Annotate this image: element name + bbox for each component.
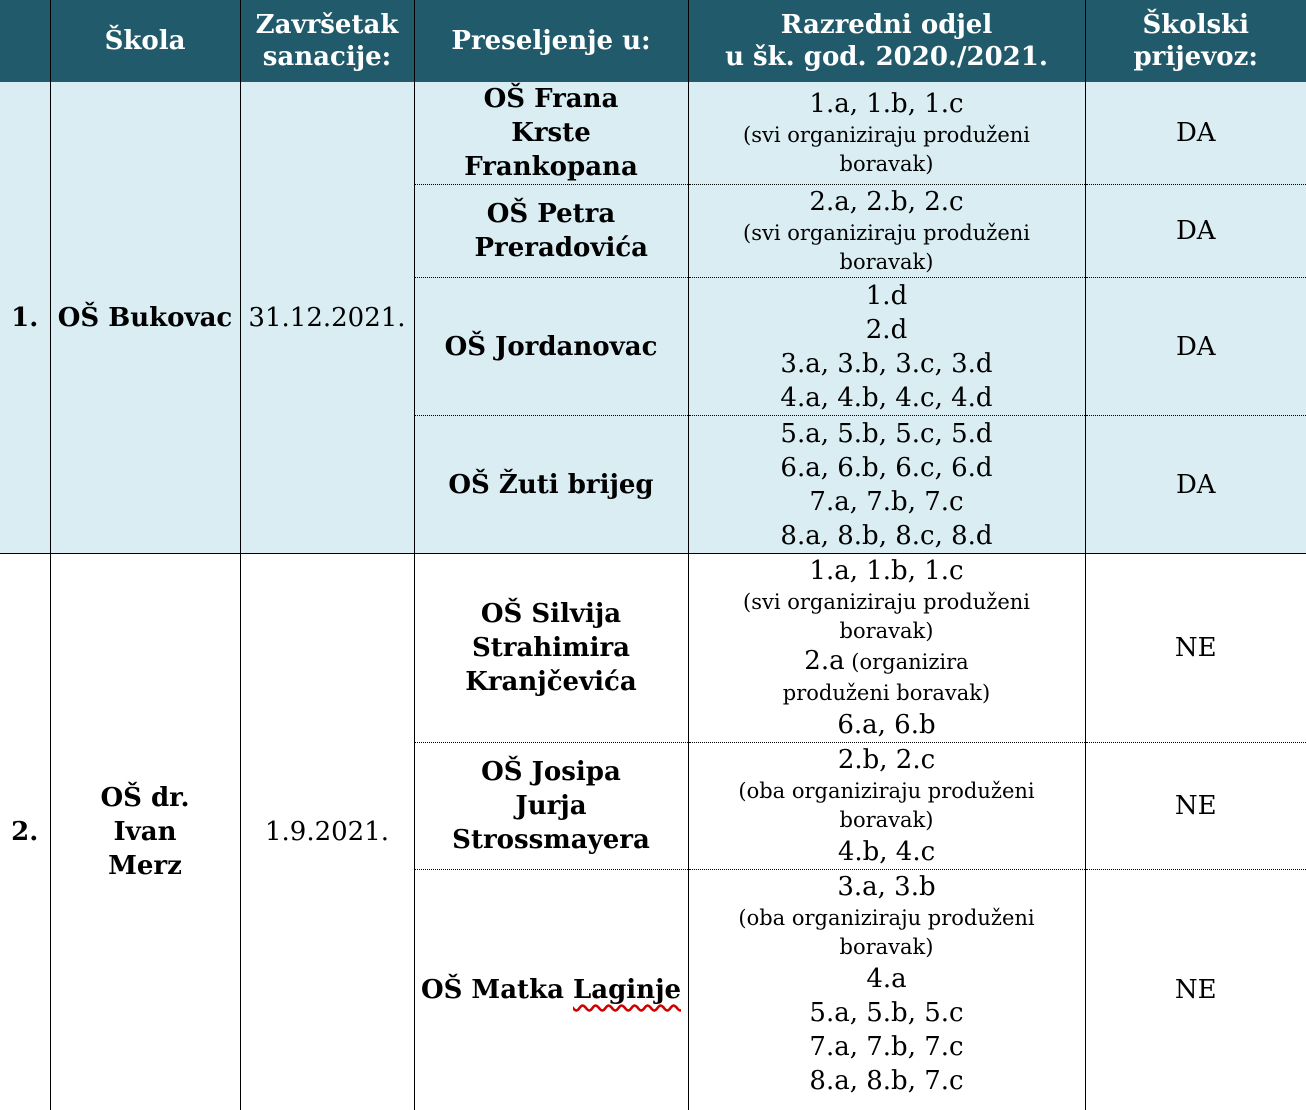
transport-value: DA xyxy=(1085,416,1306,554)
class-line: 4.b, 4.c xyxy=(837,837,936,867)
destination-school: OŠ Silvija Strahimira Kranjčevića xyxy=(414,554,688,743)
transport-value: DA xyxy=(1085,278,1306,416)
class-line: 6.a, 6.b, 6.c, 6.d xyxy=(780,452,993,483)
destination-school: OŠ Josipa Jurja Strossmayera xyxy=(414,743,688,870)
table-row xyxy=(0,554,1306,743)
header-school: Škola xyxy=(50,0,240,82)
header-destination: Preseljenje u: xyxy=(414,0,688,82)
class-line: 1.a, 1.b, 1.c xyxy=(809,556,964,586)
class-note: (oba organiziraju produženi boravak) xyxy=(738,906,1035,959)
destination-school: OŠ Frana Krste Frankopana xyxy=(414,82,688,185)
school-name: OŠ dr. Ivan Merz xyxy=(50,554,240,1110)
class-note: (oba organiziraju produženi boravak) xyxy=(738,779,1035,832)
class-note: (svi organiziraju produženi boravak) xyxy=(743,123,1030,176)
class-line: 7.a, 7.b, 7.c xyxy=(809,486,964,517)
class-note: (svi organiziraju produženi boravak) xyxy=(743,590,1030,643)
row-index: 2. xyxy=(0,554,50,1110)
header-index xyxy=(0,0,50,82)
class-line: 2.d xyxy=(865,314,908,345)
class-line-text: 2.a xyxy=(804,646,845,676)
class-line: 2.a, 2.b, 2.c xyxy=(809,187,964,217)
class-line: 6.a, 6.b xyxy=(837,710,936,740)
destination-school: OŠ Petra Preradovića xyxy=(414,185,688,278)
completion-date: 1.9.2021. xyxy=(240,554,414,1110)
class-list xyxy=(688,870,1085,1110)
class-line: 8.a, 8.b, 7.c xyxy=(809,1066,964,1096)
completion-date: 31.12.2021. xyxy=(240,82,414,554)
header-classes xyxy=(688,0,1085,82)
class-list xyxy=(688,416,1085,554)
class-line: 4.a xyxy=(866,964,907,994)
destination-school: OŠ Žuti brijeg xyxy=(414,416,688,554)
class-line: 4.a, 4.b, 4.c, 4.d xyxy=(780,382,993,413)
class-list xyxy=(688,743,1085,870)
class-line: 1.a, 1.b, 1.c xyxy=(809,89,964,119)
class-line xyxy=(689,646,1085,708)
class-line: 7.a, 7.b, 7.c xyxy=(809,1032,964,1062)
class-line: 1.d xyxy=(865,280,908,311)
school-name: OŠ Bukovac xyxy=(50,82,240,554)
class-note: (svi organiziraju produženi boravak) xyxy=(743,221,1030,274)
header-completion-text: Završetak sanacije: xyxy=(255,10,399,72)
transport-value: DA xyxy=(1085,82,1306,185)
row-index: 1. xyxy=(0,82,50,554)
destination-school-spellcheck-word: Laginje xyxy=(572,974,682,1005)
class-line: 2.b, 2.c xyxy=(837,745,936,775)
transport-value: NE xyxy=(1085,554,1306,743)
header-completion xyxy=(240,0,414,82)
class-line: 5.a, 5.b, 5.c xyxy=(809,998,964,1028)
class-line: 8.a, 8.b, 8.c, 8.d xyxy=(780,520,993,551)
destination-school xyxy=(414,870,688,1110)
transport-value: NE xyxy=(1085,870,1306,1110)
table-row xyxy=(0,82,1306,185)
class-list xyxy=(688,185,1085,278)
class-list xyxy=(688,278,1085,416)
class-line: 3.a, 3.b xyxy=(837,872,936,902)
class-list xyxy=(688,82,1085,185)
class-line: 5.a, 5.b, 5.c, 5.d xyxy=(780,418,993,449)
class-list xyxy=(688,554,1085,743)
class-note: (organizira produženi boravak) xyxy=(782,650,991,705)
header-transport: Školski prijevoz: xyxy=(1085,0,1306,82)
destination-school: OŠ Jordanovac xyxy=(414,278,688,416)
transport-value: NE xyxy=(1085,743,1306,870)
destination-school-text: OŠ Matka xyxy=(420,974,573,1005)
header-classes-text: Razredni odjel u šk. god. 2020./2021. xyxy=(725,10,1048,72)
transport-value: DA xyxy=(1085,185,1306,278)
class-line: 3.a, 3.b, 3.c, 3.d xyxy=(780,348,993,379)
header-row xyxy=(0,0,1306,82)
